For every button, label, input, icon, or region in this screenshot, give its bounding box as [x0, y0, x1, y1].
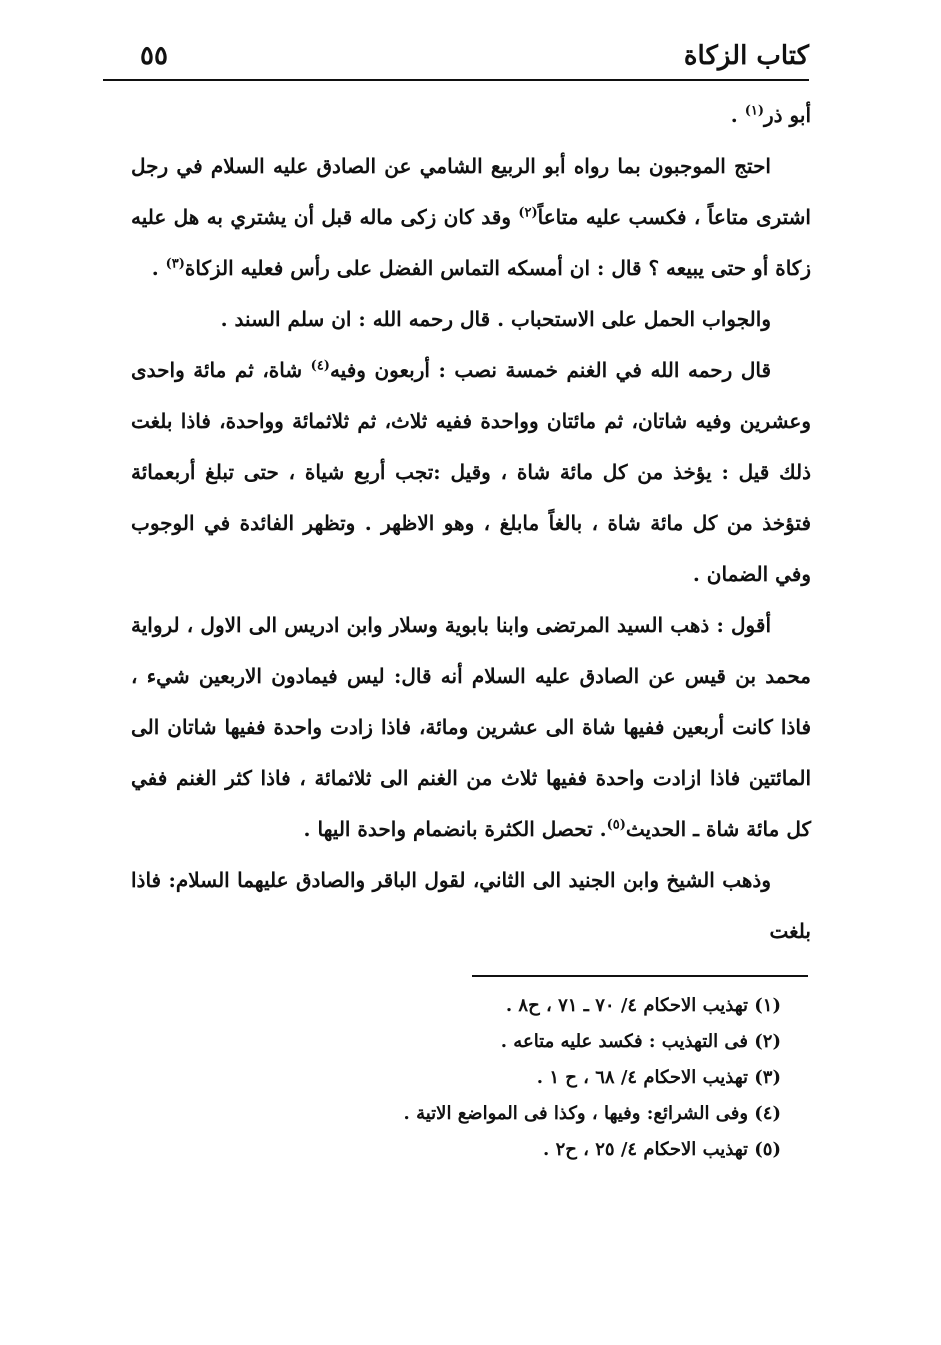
paragraph-3-text: والجواب الحمل على الاستحباب . قال رحمه الله : ان سلم السند . — [220, 307, 771, 331]
paragraph-4 — [131, 345, 811, 600]
footnote-5: (٥) تهذيب الاحكام ٤/ ٢٥ ، ح٢ . — [543, 1139, 781, 1160]
paragraph-2 — [131, 141, 811, 294]
paragraph-4-text-b: شاة، ثم مائة واحدى وعشرين وفيه شاتان، ثم مائتان وواحدة ففيه ثلاث، ثم ثلاثمائة وواحدة، فاذا بلغت ذلك قيل : يؤخذ من كل مائة شاة ، وقيل :تجب أربع شياة ، حتى تبلغ أربعمائة فتؤخذ من كل مائة شاة ، بالغاً مابلغ ، وهو الاظهر . وتظهر الفائدة في الوجوب وفي الضمان . — [131, 358, 811, 586]
footnote-1: (١) تهذيب الاحكام ٤/ ٧٠ ـ ٧١ ، ح٨ . — [505, 995, 781, 1016]
footnote-rule — [472, 975, 808, 977]
footnote-4: (٤) وفى الشرائع: وفيها ، وكذا فى المواضع الاتية . — [403, 1103, 781, 1124]
paragraph-6-text: وذهب الشيخ وابن الجنيد الى الثاني، لقول الباقر والصادق عليهما السلام: فاذا بلغت — [131, 868, 811, 943]
page-number: ٥٥ — [140, 41, 168, 71]
footnote-ref-1: (١) — [744, 103, 765, 119]
paragraph-2-text-a: احتج الموجبون بما رواه أبو الربيع الشامي عن الصادق عليه السلام في رجل اشترى متاعاً ، فكسب عليه متاعاً — [131, 154, 811, 229]
header-rule — [103, 79, 809, 81]
paragraph-3 — [131, 294, 811, 345]
paragraph-4-text-a: قال رحمه الله في الغنم خمسة نصب : أربعون وفيه — [329, 358, 772, 382]
footnote-ref-2: (٢) — [518, 205, 538, 221]
footnote-ref-5: (٥) — [606, 817, 626, 833]
paragraph-6 — [131, 855, 811, 957]
footnote-ref-4: (٤) — [310, 358, 330, 374]
main-text — [131, 90, 811, 957]
paragraph-1-end: . — [730, 103, 745, 127]
running-title: كتاب الزكاة — [683, 41, 809, 71]
footnote-3: (٣) تهذيب الاحكام ٤/ ٦٨ ، ح ١ . — [536, 1067, 781, 1088]
paragraph-2-text-b: وقد كان زكى ماله قبل أن يشتري به هل عليه زكاة أو حتى يبيعه ؟ قال : ان أمسكه التماس الفضل على رأس فعليه الزكاة — [131, 205, 811, 280]
footnote-2: (٢) فى التهذيب : فكسد عليه متاعه . — [500, 1031, 781, 1052]
footnotes-list — [181, 988, 781, 1168]
footnote-ref-3: (٣) — [165, 256, 185, 272]
paragraph-5 — [131, 600, 811, 855]
paragraph-1-text: أبو ذر — [764, 103, 811, 127]
paragraph-1 — [131, 90, 811, 141]
paragraph-5-text-a: أقول : ذهب السيد المرتضى وابنا بابوية وسلار وابن ادريس الى الاول ، لرواية محمد بن قيس عن الصادق عليه السلام أنه قال: ليس فيمادون الاربعين شيء ، فاذا كانت أربعين ففيها شاة الى عشرين ومائة، فاذا زادت واحدة ففيها شاتان الى المائتين فاذا ازادت واحدة ففيها ثلاث من الغنم الى ثلاثمائة ، فاذا كثر الغنم ففي كل مائة شاة ـ الحديث — [131, 613, 811, 841]
paragraph-2-text-c: . — [151, 256, 166, 280]
paragraph-5-text-b: . تحصل الكثرة بانضمام واحدة اليها . — [303, 817, 607, 841]
